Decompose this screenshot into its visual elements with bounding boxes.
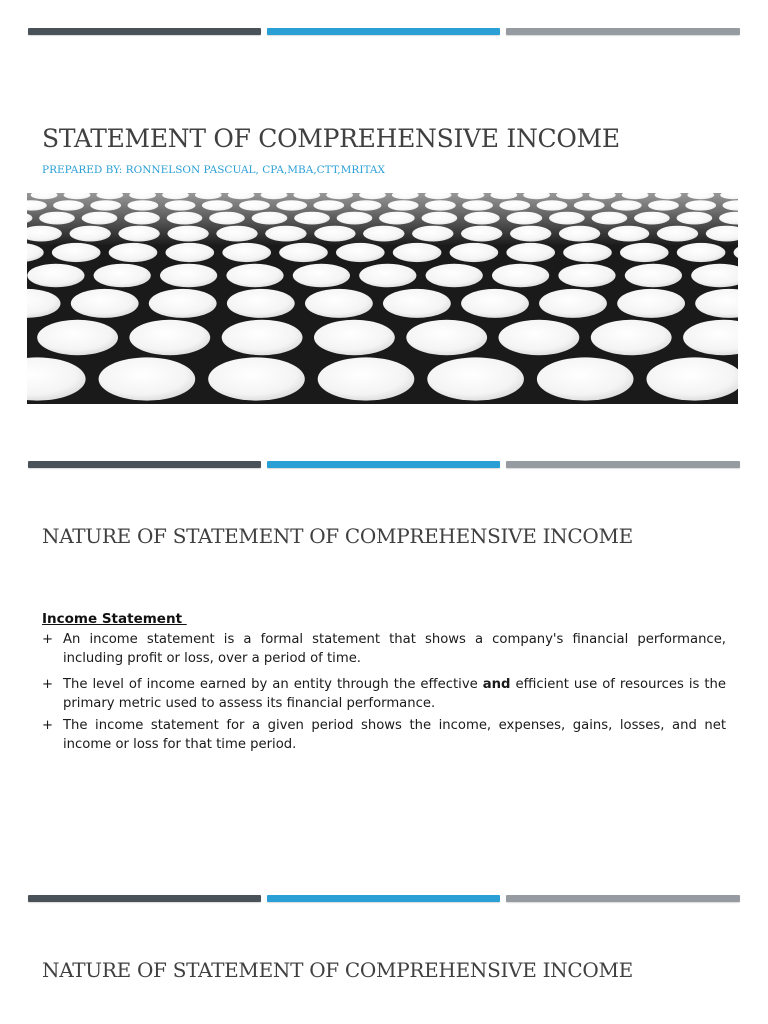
slide-top-accent-bars	[28, 895, 740, 902]
bullet-item	[42, 716, 726, 754]
accent-bar-blue	[267, 895, 500, 902]
slide-nature-continued-heading: NATURE OF STATEMENT OF COMPREHENSIVE INCOME	[42, 958, 633, 982]
bullet-item	[42, 630, 726, 668]
accent-bar-dark	[28, 895, 261, 902]
income-statement-heading: Income Statement	[42, 611, 187, 627]
bullet-item	[42, 675, 726, 713]
slide-title-heading: STATEMENT OF COMPREHENSIVE INCOME	[42, 124, 620, 153]
slide-title	[0, 0, 768, 440]
slide-nature-continued	[0, 880, 768, 1024]
plus-bullet-icon: +	[42, 677, 54, 692]
bullet-text-after: efficient use of resources is the primary metric used to assess its financial performance.	[63, 677, 726, 711]
slide-nature-heading: NATURE OF STATEMENT OF COMPREHENSIVE INCOME	[42, 524, 633, 548]
plus-bullet-icon: +	[42, 632, 54, 647]
disc-haze	[27, 193, 738, 404]
accent-bar-blue	[267, 28, 500, 35]
abstract-white-discs-image	[27, 193, 738, 404]
bullet-text: An income statement is a formal statement that shows a company's financial performance, including profit or loss, over a period of time.	[63, 632, 726, 666]
accent-bar-dark	[28, 461, 261, 468]
accent-bar-gray	[506, 461, 740, 468]
slide-top-accent-bars	[28, 461, 740, 468]
bullet-text: The income statement for a given period shows the income, expenses, gains, losses, and net income or loss for that time period.	[63, 718, 726, 752]
bullet-text-bold: and	[482, 677, 511, 692]
accent-bar-blue	[267, 461, 500, 468]
discs-graphic	[27, 193, 738, 404]
accent-bar-gray	[506, 895, 740, 902]
accent-bar-dark	[28, 28, 261, 35]
slide-subtitle-author: PREPARED BY: RONNELSON PASCUAL, CPA,MBA,CTT,MRITAX	[42, 164, 385, 176]
plus-bullet-icon: +	[42, 718, 54, 733]
bullet-text-before: The level of income earned by an entity through the effective	[63, 677, 483, 692]
accent-bar-gray	[506, 28, 740, 35]
slide-top-accent-bars	[28, 28, 740, 35]
income-statement-bullets	[42, 630, 726, 761]
